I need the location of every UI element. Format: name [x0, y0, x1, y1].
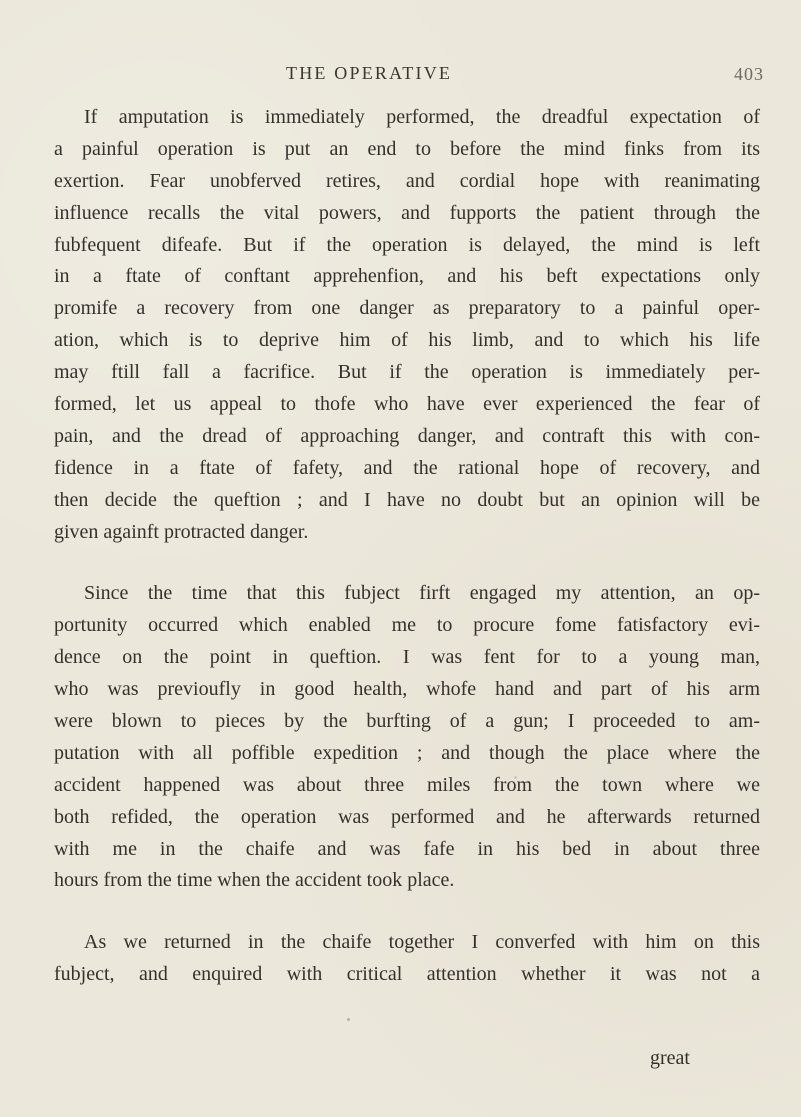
text-line: given againft protracted danger.	[54, 520, 309, 543]
paragraph-2	[54, 578, 760, 897]
text-line: fidence in a ftate of fafety, and the rational hope of recovery, and	[54, 456, 760, 479]
text-line: Since the time that this fubject firft engaged my attention, an op-	[84, 582, 760, 605]
paragraph-1	[54, 102, 760, 548]
text-line: who was previoufly in good health, whofe hand and part of his arm	[54, 678, 760, 701]
text-line: If amputation is immediately performed, the dreadful expectation of	[84, 106, 760, 128]
paragraph-3	[54, 927, 760, 991]
text-line: As we returned in the chaife together I converfed with him on this	[84, 931, 760, 954]
running-head	[0, 61, 801, 91]
text-line: ation, which is to deprive him of his limb, and to which his life	[54, 329, 760, 352]
page-number: 403	[734, 64, 764, 84]
text-line: pain, and the dread of approaching danger, and contraft this with con-	[54, 424, 760, 447]
text-line: accident happened was about three miles from the town where we	[54, 773, 760, 796]
text-line: putation with all poffible expedition ; and though the place where the	[54, 741, 760, 764]
ink-speck	[514, 776, 517, 779]
text-line: were blown to pieces by the burfting of a gun; I proceeded to am-	[54, 710, 760, 733]
text-line: fubfequent difeafe. But if the operation is delayed, the mind is left	[54, 233, 760, 256]
text-line: promife a recovery from one danger as preparatory to a painful oper-	[54, 297, 760, 320]
page-text-body	[54, 102, 760, 991]
page-header-title: THE OPERATIVE	[286, 63, 453, 83]
catchword: great	[650, 1047, 690, 1069]
text-line: hours from the time when the accident took place.	[54, 869, 455, 892]
text-line: then decide the queftion ; and I have no doubt but an opinion will be	[54, 488, 760, 511]
text-line: in a ftate of conftant apprehenfion, and his beft expectations only	[54, 265, 760, 288]
ink-speck	[347, 1018, 350, 1021]
text-line: fubject, and enquired with critical attention whether it was not a	[54, 963, 760, 986]
text-line: a painful operation is put an end to before the mind finks from its	[54, 137, 760, 160]
text-line: dence on the point in queftion. I was fent for to a young man,	[54, 646, 760, 669]
paragraph-spacer	[54, 897, 760, 927]
text-line: both refided, the operation was performed and he afterwards returned	[54, 805, 760, 828]
text-line: exertion. Fear unobferved retires, and cordial hope with reanimating	[54, 169, 760, 192]
text-line: formed, let us appeal to thofe who have ever experienced the fear of	[54, 393, 760, 416]
text-line: influence recalls the vital powers, and fupports the patient through the	[54, 201, 760, 224]
text-line: may ftill fall a facrifice. But if the operation is immediately per-	[54, 361, 760, 384]
paragraph-spacer	[54, 548, 760, 578]
text-line: portunity occurred which enabled me to procure fome fatisfactory evi-	[54, 614, 760, 637]
text-line: with me in the chaife and was fafe in his bed in about three	[54, 837, 760, 860]
